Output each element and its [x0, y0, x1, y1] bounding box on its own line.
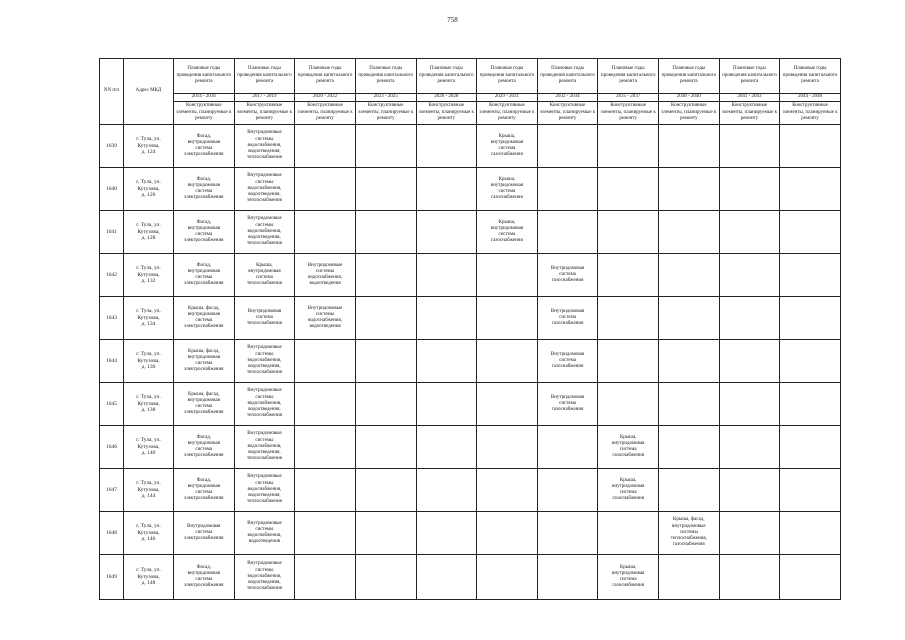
header-period-years: 2035 - 2037 [598, 94, 659, 102]
header-elements-title: Конструктивные элементы, планируемые к ремонту [780, 102, 841, 125]
period-cell [780, 383, 841, 426]
header-elements-title: Конструктивные элементы, планируемые к ремонту [295, 102, 356, 125]
period-cell-text: Крыша, внутридомовая система газоснабжения [611, 564, 645, 589]
table-row [100, 340, 841, 383]
table-row [100, 469, 841, 512]
period-cell [234, 211, 295, 254]
period-cell [780, 125, 841, 168]
header-elements-title: Конструктивные элементы, планируемые к ремонту [355, 102, 416, 125]
header-period-years: 2038 - 2040 [659, 94, 720, 102]
row-address [124, 512, 174, 555]
header-period-title: Плановые годы проведения капитального ремонта [355, 59, 416, 94]
period-cell-text: Фасад, внутридомовая система электроснабжения [184, 477, 224, 502]
period-cell [537, 469, 598, 512]
row-number: 1648 [100, 512, 124, 555]
period-cell [537, 125, 598, 168]
period-cell [477, 426, 538, 469]
period-cell-text: Фасад, внутридомовая система электроснабжения [184, 176, 224, 201]
period-cell [659, 297, 720, 340]
table-row [100, 512, 841, 555]
period-cell [477, 211, 538, 254]
period-cell [477, 512, 538, 555]
header-period-title: Плановые годы проведения капитального ремонта [598, 59, 659, 94]
period-cell [598, 383, 659, 426]
period-cell [174, 383, 235, 426]
period-cell [659, 555, 720, 600]
row-address [124, 211, 174, 254]
row-address [124, 340, 174, 383]
period-cell [719, 555, 780, 600]
header-elements-title: Конструктивные элементы, планируемые к ремонту [234, 102, 295, 125]
period-cell [477, 297, 538, 340]
period-cell [477, 340, 538, 383]
period-cell [174, 254, 235, 297]
period-cell [598, 426, 659, 469]
header-period-title: Плановые годы проведения капитального ремонта [537, 59, 598, 94]
period-cell [355, 383, 416, 426]
period-cell [780, 211, 841, 254]
period-cell [355, 297, 416, 340]
period-cell [234, 254, 295, 297]
header-address: Адрес МКД [124, 59, 174, 125]
period-cell [234, 340, 295, 383]
period-cell [659, 254, 720, 297]
period-cell-text: Внутридомовая система газоснабжения [550, 394, 585, 413]
period-cell [780, 340, 841, 383]
row-address-text: г. Тула, ул. Кутузова, д. 124 [136, 136, 161, 156]
row-address-text: г. Тула, ул. Кутузова, д. 128 [136, 222, 161, 242]
row-number: 1646 [100, 426, 124, 469]
period-cell-text: Внутридомовая система теплоснабжения [246, 308, 282, 327]
period-cell-text: Внутридомовая система электроснабжения [184, 523, 224, 542]
period-cell-text: Фасад, внутридомовая система электроснабжения [184, 564, 224, 589]
period-cell-text: Крыша, внутридомовая система газоснабжения [490, 133, 524, 158]
table-row [100, 297, 841, 340]
period-cell [719, 297, 780, 340]
row-number: 1641 [100, 211, 124, 254]
table-row [100, 383, 841, 426]
period-cell [598, 125, 659, 168]
row-number: 1642 [100, 254, 124, 297]
period-cell [659, 383, 720, 426]
period-cell-text: Крыша, фасад, внутридомовая система электроснабжения [184, 348, 224, 373]
header-row-periods [100, 94, 841, 102]
period-cell [295, 168, 356, 211]
row-number: 1645 [100, 383, 124, 426]
period-cell-text: Внутридомовые системы водоснабжения, водоотведения [307, 262, 343, 287]
row-address-text: г. Тула, ул. Кутузова, д. 144 [136, 480, 161, 500]
period-cell [416, 340, 477, 383]
header-elements-title: Конструктивные элементы, планируемые к ремонту [174, 102, 235, 125]
period-cell [234, 297, 295, 340]
period-cell [355, 168, 416, 211]
page-number: 758 [447, 16, 458, 24]
row-number: 1639 [100, 125, 124, 168]
period-cell [537, 555, 598, 600]
row-address-text: г. Тула, ул. Кутузова, д. 132 [136, 265, 161, 285]
header-period-title: Плановые годы проведения капитального ремонта [174, 59, 235, 94]
period-cell [355, 254, 416, 297]
period-cell [780, 512, 841, 555]
period-cell [719, 254, 780, 297]
period-cell [537, 426, 598, 469]
table-header [100, 59, 841, 125]
period-cell [234, 555, 295, 600]
period-cell [537, 297, 598, 340]
period-cell [355, 512, 416, 555]
row-address-text: г. Тула, ул. Кутузова, д. 148 [136, 567, 161, 587]
period-cell [780, 297, 841, 340]
header-period-years: 2020 - 2022 [295, 94, 356, 102]
period-cell [537, 340, 598, 383]
period-cell [355, 555, 416, 600]
period-cell [598, 469, 659, 512]
period-cell [295, 254, 356, 297]
period-cell [719, 469, 780, 512]
header-elements-title: Конструктивные элементы, планируемые к ремонту [719, 102, 780, 125]
period-cell-text: Внутридомовые системы водоснабжения, водоотведения, теплоснабжения [246, 431, 282, 462]
period-cell [477, 469, 538, 512]
period-cell-text: Внутридомовые системы водоснабжения, водоотведения, теплоснабжения [246, 388, 282, 419]
period-cell [355, 469, 416, 512]
row-address-text: г. Тула, ул. Кутузова, д. 138 [136, 394, 161, 414]
period-cell-text: Внутридомовые системы водоснабжения, водоотведения, теплоснабжения [246, 130, 282, 161]
period-cell [416, 383, 477, 426]
period-cell [295, 297, 356, 340]
row-number: 1649 [100, 555, 124, 600]
period-cell [234, 168, 295, 211]
period-cell [416, 125, 477, 168]
period-cell-text: Крыша, внутридомовая система теплоснабжения [246, 262, 282, 287]
row-address [124, 168, 174, 211]
period-cell [234, 125, 295, 168]
period-cell [537, 254, 598, 297]
period-cell [659, 340, 720, 383]
table-row [100, 168, 841, 211]
period-cell [537, 512, 598, 555]
period-cell-text: Фасад, внутридомовая система электроснабжения [184, 262, 224, 287]
period-cell-text: Внутридомовая система газоснабжения [550, 308, 585, 327]
row-address [124, 297, 174, 340]
period-cell [719, 125, 780, 168]
period-cell [295, 555, 356, 600]
row-number: 1640 [100, 168, 124, 211]
period-cell [174, 555, 235, 600]
period-cell [174, 426, 235, 469]
period-cell [598, 168, 659, 211]
period-cell [355, 340, 416, 383]
header-num: NN п/п [100, 59, 124, 125]
header-period-years: 2032 - 2034 [537, 94, 598, 102]
header-period-years: 2017 - 2019 [234, 94, 295, 102]
period-cell [537, 211, 598, 254]
period-cell [295, 426, 356, 469]
header-elements-title: Конструктивные элементы, планируемые к ремонту [598, 102, 659, 125]
period-cell [416, 168, 477, 211]
row-address-text: г. Тула, ул. Кутузова, д. 140 [136, 437, 161, 457]
period-cell-text: Крыша, внутридомовая система газоснабжения [490, 176, 524, 201]
period-cell [659, 125, 720, 168]
header-period-years: 2023 - 2025 [355, 94, 416, 102]
period-cell [174, 168, 235, 211]
period-cell [416, 254, 477, 297]
header-elements-title: Конструктивные элементы, планируемые к ремонту [416, 102, 477, 125]
period-cell [719, 168, 780, 211]
period-cell [295, 383, 356, 426]
row-address-text: г. Тула, ул. Кутузова, д. 134 [136, 308, 161, 328]
period-cell [780, 555, 841, 600]
header-period-years: 2029 - 2031 [477, 94, 538, 102]
period-cell [598, 512, 659, 555]
period-cell [659, 426, 720, 469]
period-cell [295, 340, 356, 383]
period-cell [780, 426, 841, 469]
period-cell [477, 125, 538, 168]
period-cell-text: Внутридомовые системы водоснабжения, водоотведения [247, 520, 282, 545]
period-cell [719, 211, 780, 254]
period-cell-text: Крыша, фасад, внутридомовая система электроснабжения [184, 391, 224, 416]
period-cell [295, 125, 356, 168]
period-cell [780, 254, 841, 297]
period-cell [416, 426, 477, 469]
period-cell [174, 297, 235, 340]
row-address-text: г. Тула, ул. Кутузова, д. 146 [136, 523, 161, 543]
header-period-title: Плановые годы проведения капитального ремонта [416, 59, 477, 94]
period-cell [355, 426, 416, 469]
period-cell [477, 168, 538, 211]
period-cell [537, 383, 598, 426]
repair-schedule-table [99, 58, 841, 600]
period-cell-text: Фасад, внутридомовая система электроснабжения [184, 434, 224, 459]
header-period-title: Плановые годы проведения капитального ремонта [719, 59, 780, 94]
period-cell [537, 168, 598, 211]
period-cell [598, 297, 659, 340]
period-cell [477, 254, 538, 297]
row-address-text: г. Тула, ул. Кутузова, д. 126 [136, 179, 161, 199]
header-period-title: Плановые годы проведения капитального ремонта [234, 59, 295, 94]
period-cell [174, 340, 235, 383]
period-cell [477, 383, 538, 426]
period-cell-text: Внутридомовая система газоснабжения [550, 351, 585, 370]
period-cell [174, 211, 235, 254]
header-period-title: Плановые годы проведения капитального ремонта [780, 59, 841, 94]
header-period-years: 2026 - 2028 [416, 94, 477, 102]
period-cell [659, 211, 720, 254]
period-cell [598, 555, 659, 600]
period-cell-text: Внутридомовые системы водоснабжения, водоотведения, теплоснабжения [246, 216, 282, 247]
period-cell [234, 469, 295, 512]
period-cell [234, 383, 295, 426]
period-cell [719, 512, 780, 555]
table-row [100, 211, 841, 254]
period-cell [598, 211, 659, 254]
header-period-years: 2014 - 2016 [174, 94, 235, 102]
period-cell [174, 125, 235, 168]
period-cell [598, 340, 659, 383]
row-number: 1647 [100, 469, 124, 512]
period-cell [416, 512, 477, 555]
period-cell [659, 168, 720, 211]
period-cell [295, 211, 356, 254]
period-cell-text: Крыша, фасад, внутридомовые системы теплоснабжения, газоснабжения [670, 517, 707, 548]
table-row [100, 254, 841, 297]
period-cell [355, 211, 416, 254]
table-row [100, 555, 841, 600]
period-cell [416, 469, 477, 512]
period-cell [416, 297, 477, 340]
row-number: 1643 [100, 297, 124, 340]
header-period-title: Плановые годы проведения капитального ремонта [659, 59, 720, 94]
period-cell [780, 168, 841, 211]
header-period-years: 2041 - 2043 [719, 94, 780, 102]
header-period-years: 2044 - 2046 [780, 94, 841, 102]
row-address-text: г. Тула, ул. Кутузова, д. 136 [136, 351, 161, 371]
period-cell [416, 211, 477, 254]
period-cell-text: Внутридомовые системы водоснабжения, водоотведения, теплоснабжения [246, 345, 282, 376]
row-address [124, 555, 174, 600]
table-row [100, 125, 841, 168]
period-cell [719, 340, 780, 383]
period-cell-text: Внутридомовые системы водоснабжения, водоотведения [307, 305, 343, 330]
period-cell-text: Внутридомовые системы водоснабжения, водоотведения, теплоснабжения [246, 474, 282, 505]
period-cell [659, 512, 720, 555]
period-cell [295, 469, 356, 512]
period-cell-text: Крыша, внутридомовая система газоснабжения [611, 434, 645, 459]
header-period-title: Плановые годы проведения капитального ремонта [477, 59, 538, 94]
period-cell-text: Внутридомовая система газоснабжения [550, 265, 585, 284]
period-cell [659, 469, 720, 512]
period-cell [719, 426, 780, 469]
period-cell [355, 125, 416, 168]
table-body [100, 125, 841, 600]
row-number: 1644 [100, 340, 124, 383]
period-cell-text: Фасад, внутридомовая система электроснабжения [184, 133, 224, 158]
table-row [100, 426, 841, 469]
header-elements-title: Конструктивные элементы, планируемые к ремонту [537, 102, 598, 125]
header-period-title: Плановые годы проведения капитального ремонта [295, 59, 356, 94]
header-elements-title: Конструктивные элементы, планируемые к ремонту [659, 102, 720, 125]
period-cell [477, 555, 538, 600]
period-cell-text: Внутридомовые системы водоснабжения, водоотведения, теплоснабжения [246, 561, 282, 592]
period-cell [719, 383, 780, 426]
row-address [124, 125, 174, 168]
period-cell [234, 512, 295, 555]
period-cell-text: Фасад, внутридомовая система электроснабжения [184, 219, 224, 244]
row-address [124, 383, 174, 426]
header-row-elements [100, 102, 841, 125]
header-elements-title: Конструктивные элементы, планируемые к ремонту [477, 102, 538, 125]
period-cell [174, 512, 235, 555]
period-cell-text: Крыша, фасад, внутридомовая система электроснабжения [184, 305, 224, 330]
period-cell-text: Внутридомовые системы водоснабжения, водоотведения, теплоснабжения [246, 173, 282, 204]
row-address [124, 254, 174, 297]
period-cell-text: Крыша, внутридомовая система газоснабжения [611, 477, 645, 502]
row-address [124, 426, 174, 469]
period-cell [234, 426, 295, 469]
header-row-titles [100, 59, 841, 94]
period-cell [295, 512, 356, 555]
period-cell [174, 469, 235, 512]
period-cell [598, 254, 659, 297]
period-cell [780, 469, 841, 512]
row-address [124, 469, 174, 512]
period-cell-text: Крыша, внутридомовая система газоснабжения [490, 219, 524, 244]
period-cell [416, 555, 477, 600]
